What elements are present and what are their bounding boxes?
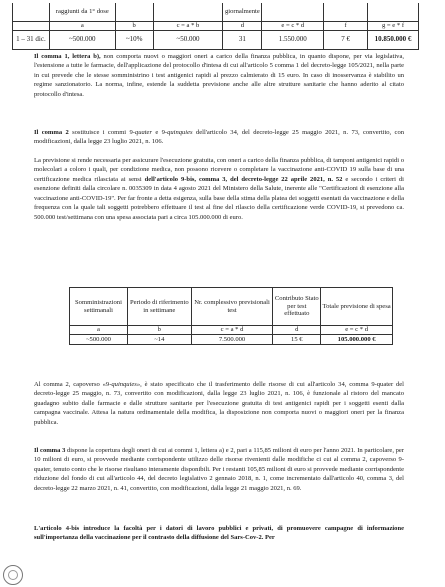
table1-cell: raggiunti da 1° dose (49, 3, 115, 21)
paragraph-italic: quater (134, 129, 153, 136)
table1-cell: b (115, 21, 153, 30)
paragraph-text: sostituisce i commi 9- (68, 129, 135, 136)
paragraph-text: dell'articolo 34, del decreto-legge 25 maggio 2021, n. 73, convertito, con modificazioni, dalla legge 23 luglio 2021, n. 106. (34, 129, 404, 146)
table1-cell: ~500.000 (49, 30, 115, 49)
paragraph-articolo-4bis (34, 524, 404, 543)
table2-letter-row (70, 326, 393, 335)
table1-cell: ~50.000 (153, 30, 223, 49)
table2-cell: c = a * d (191, 326, 273, 335)
paragraph-text: L'articolo 4-bis introduce la facoltà per i datori di lavoro pubblici e privati, di promuovere campagne di informazione sull'importanza della vaccinazione per il contrasto della diffusione del Sars-Cov-2. Per (34, 525, 404, 542)
table2-cell: ~500.000 (70, 335, 128, 345)
official-seal-icon (3, 565, 23, 585)
table2-cell: ~14 (127, 335, 191, 345)
table1-cell: f (324, 21, 368, 30)
table2-data-row (70, 335, 393, 345)
paragraph-capoverso (34, 380, 404, 427)
table2-header (191, 288, 273, 326)
paragraph-text: dispone la copertura degli oneri di cui ai commi 1, lettera a) e 2, pari a 115,85 milioni di euro per l'anno 2021. In particolare, per 10 milioni di euro, si provvede mediante corrispondente utilizzo delle risorse rivenienti dalle modifiche ci cui al comma 2, capoverso 9-quater, tenuto conto che le risorse risultano interamente disponibili. Per i restanti 105,85 milioni di euro si provvede mediante corrispondente riduzione del fondo di cui all'articolo 44, del decreto legislativo 2 gennaio 2018, n. 1, come incrementato dall'articolo 40, comma 3, del decreto-legge 22 marzo 2021, n. 41, convertito, con modificazioni, dalla legge 21 maggio 2021, n. 69. (34, 447, 404, 492)
table1-cell: e = c * d (262, 21, 324, 30)
paragraph-comma-1b (34, 52, 404, 99)
table2-cell: 7.500.000 (191, 335, 273, 345)
paragraph-text: e secondo i criteri di esenzione definiti dalla circolare n. 0035309 in data 4 agosto 2021 del Ministero della Salute, inerente alle "Certificazioni di esenzione alla vaccinazione anti-COVID-19". Per far fronte a detta esigenza, sulla base della stima della platea dei soggetti esentati da vaccinazione e della frequenza con la quale tali soggetti potrebbero effettuare il test al fine del rilascio della certificazione verde COVID-19, si prevedono ca. 500.000 test/settimana con una spesa associata pari a circa 105.000.000 di euro. (34, 175, 404, 221)
table1-cell: 7 € (324, 30, 368, 49)
table1-cell (368, 3, 419, 21)
table1-cell: g = e * f (368, 21, 419, 30)
paragraph-italic: quinquies (111, 381, 137, 388)
table1-cell (13, 3, 50, 21)
table1-cell: ~10% (115, 30, 153, 49)
table2-cell: b (127, 326, 191, 335)
paragraph-text: Al comma 2, capoverso «9- (34, 381, 112, 388)
table2-header: Contributo Stato per test effettuato (273, 288, 321, 326)
table1-letter-row (13, 21, 419, 30)
table2-header: Totale previsione di spesa (321, 288, 393, 326)
table1-partial-row (13, 3, 419, 21)
table1-cell (13, 21, 50, 30)
table2-cell: 15 € (273, 335, 321, 345)
paragraph-text: », è stato specificato che il trasferimento delle risorse di cui all'articolo 34, comma 9-quater del decreto-legge 25 maggio, n. 73, convertito con modificazioni, dalla legge 23 luglio 2021, n. 106, è funzionale al ristoro del mancato guadagno subito dalle farmacie e dalle strutture sanitarie per l'esecuzione gratuita di test antigenici rapidi per i soggetti esenti dalla campagna vaccinale. Attesa la natura ordinamentale della modifica, la disposizione non comporta nuovi o maggiori oneri per la finanza pubblica. (34, 381, 404, 426)
table2-header-row (70, 288, 393, 326)
paragraph-lead: Il comma 1, lettera b), (34, 53, 101, 60)
cost-table-exempt-tests (69, 287, 393, 345)
table1-cell-total: 10.850.000 € (368, 30, 419, 49)
paragraph-lead: Il comma 2 (34, 129, 69, 136)
paragraph-previsione (34, 156, 404, 222)
table1-cell (153, 3, 223, 21)
paragraph-text: e 9- (152, 129, 168, 136)
table1-data-row (13, 30, 419, 49)
paragraph-text: non comporta nuovi o maggiori oneri a carico della finanza pubblica, in quanto dispone, per via legislativa, l'estensione a tutte le farmacie, dell'applicazione del protocollo d'intesa di cui all'articolo 5 comma 1 del decreto-legge 105/2021, nella parte in cui prevede che le stesse somministrino i test antigenici rapidi al prezzo calmierato di 15 euro. In caso di inosservanza è stabilito un regime sanzionatorio. La norma, infine, estende la suddetta previsione anche alle altre strutture sanitarie che hanno aderito al citato protocollo d'intesa. (34, 53, 404, 98)
table2-header: Periodo di riferimento in settimane (127, 288, 191, 326)
table1-cell: a (49, 21, 115, 30)
cost-table-first-dose (12, 3, 419, 50)
table1-cell: 31 (223, 30, 262, 49)
table1-cell: 1.550.000 (262, 30, 324, 49)
paragraph-italic: quinquies (167, 129, 193, 136)
table1-cell-period: 1 – 31 dic. (13, 30, 50, 49)
paragraph-text: La previsione si rende necessaria per assicurare l'esecuzione gratuita, con oneri a carico della finanza pubblica, di tamponi antigenici rapidi o molecolari a coloro i quali, per condizione medica, non possono ricevere o completare la vaccinazione anti-COVID 19 sulla base di una certificazione medica rilasciata ai sensi (34, 157, 404, 183)
paragraph-bold-reference: dell'articolo 9-bis, comma 3, del decreto-legge 22 aprile 2021, n. 52 (144, 175, 343, 183)
table2-cell: a (70, 326, 128, 335)
table2-cell: d (273, 326, 321, 335)
table1-cell: c = a * b (153, 21, 223, 30)
table2-cell-total: 105.000.000 € (321, 335, 393, 345)
table1-cell (262, 3, 324, 21)
table1-cell (324, 3, 368, 21)
paragraph-comma-3 (34, 446, 404, 493)
table1-cell: giornalmente (223, 3, 262, 21)
table2-header: Somministrazioni settimanali (70, 288, 128, 326)
table2-header-text: Nr. complessivo previsionali test (194, 298, 270, 314)
table1-cell: d (223, 21, 262, 30)
table2-cell: e = c * d (321, 326, 393, 335)
paragraph-comma-2 (34, 128, 404, 147)
paragraph-lead: Il comma 3 (34, 447, 66, 454)
table1-cell (115, 3, 153, 21)
